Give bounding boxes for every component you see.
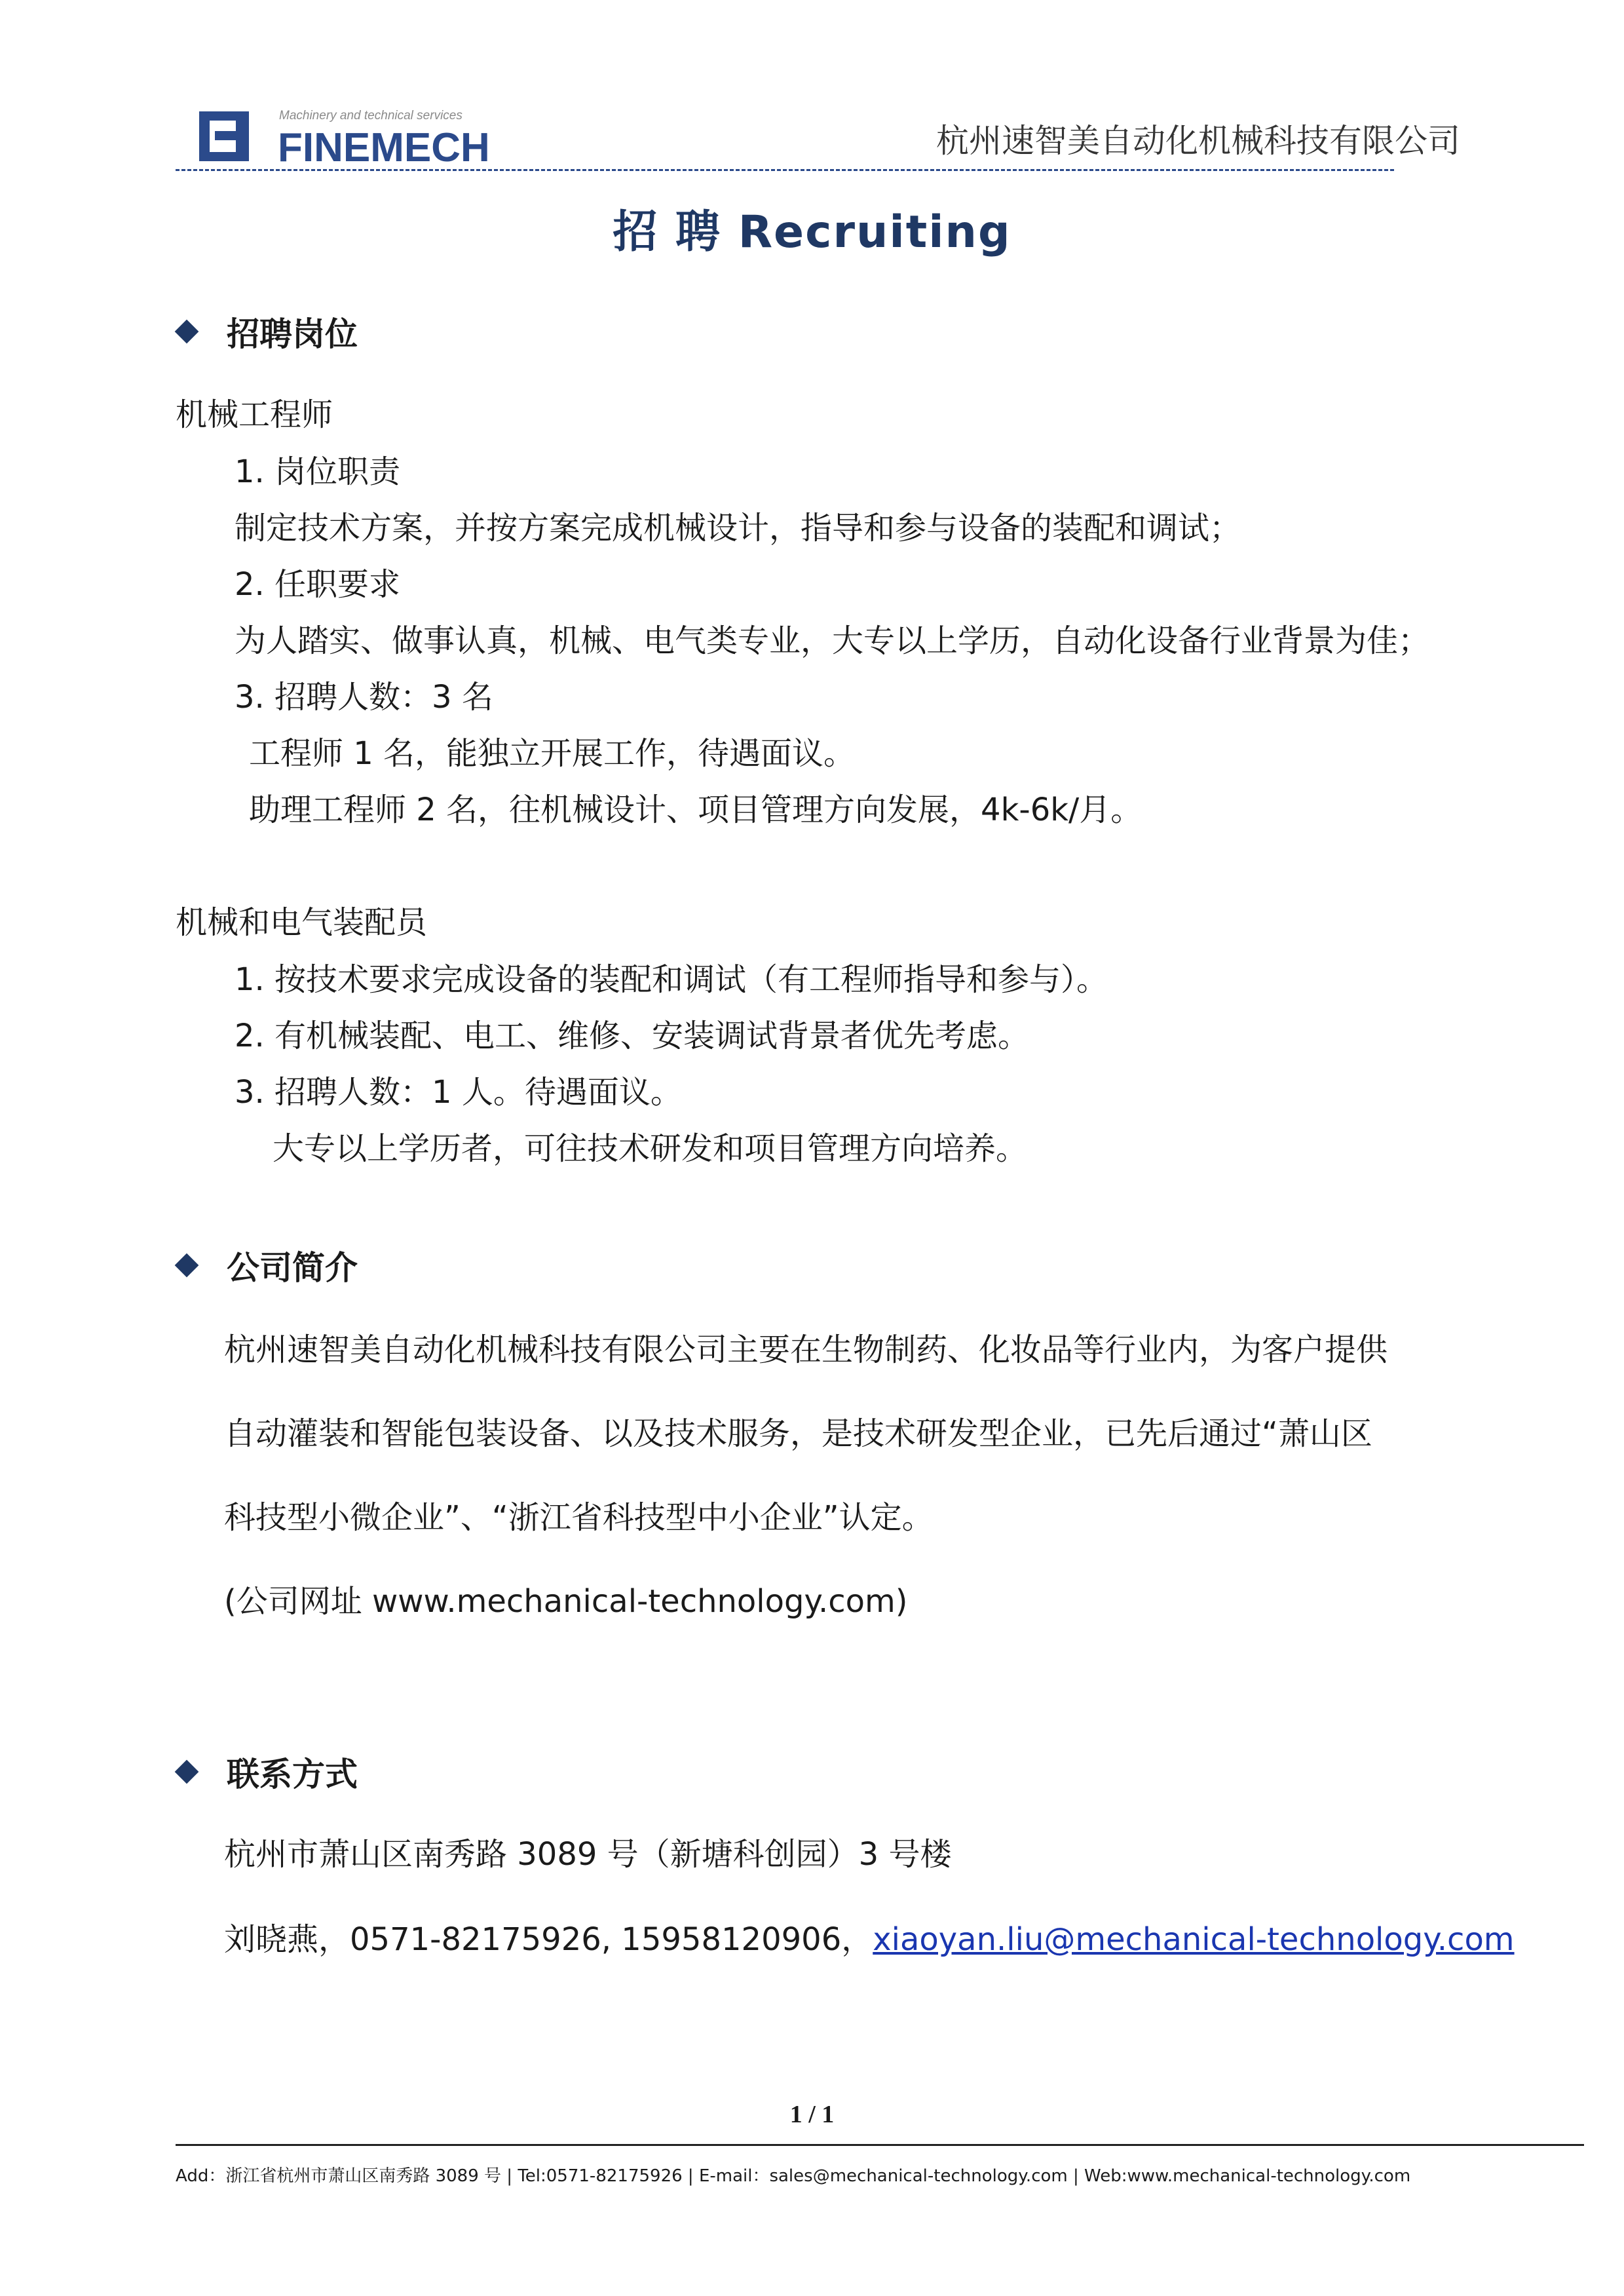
section-contact xyxy=(178,1748,358,1795)
job2-line: 大专以上学历者，可往技术研发和项目管理方向培养。 xyxy=(273,1130,1028,1167)
footer-info: Add：浙江省杭州市萧山区南秀路 3089 号 | Tel:0571-82175926 | E-mail：sales@mechanical-technology.com | Web:www.mechanical-technology.com xyxy=(176,2166,1411,2186)
footer-divider xyxy=(176,2144,1584,2146)
job1-line: 制定技术方案，并按方案完成机械设计，指导和参与设备的装配和调试； xyxy=(235,510,1241,546)
contact-email-link[interactable]: xiaoyan.liu@mechanical-technology.com xyxy=(873,1921,1515,1958)
section-about xyxy=(178,1242,358,1289)
job2-title: 机械和电气装配员 xyxy=(176,904,428,941)
company-name: 杭州速智美自动化机械科技有限公司 xyxy=(936,122,1460,160)
page-title: 招 聘 Recruiting xyxy=(613,206,1011,258)
section-contact-heading: 联系方式 xyxy=(227,1755,358,1793)
about-paragraph-line: 杭州速智美自动化机械科技有限公司主要在生物制药、化妆品等行业内，为客户提供 xyxy=(224,1331,1388,1368)
job1-line: 工程师 1 名，能独立开展工作，待遇面议。 xyxy=(249,735,856,772)
job1-title: 机械工程师 xyxy=(176,396,333,433)
job1-line: 2. 任职要求 xyxy=(235,566,401,603)
page-number: 1 / 1 xyxy=(789,2101,835,2128)
job1-line: 1. 岗位职责 xyxy=(235,453,401,490)
section-positions-heading: 招聘岗位 xyxy=(227,315,358,353)
section-about-heading: 公司简介 xyxy=(227,1249,358,1287)
contact-person xyxy=(224,1920,1515,1959)
diamond-bullet-icon xyxy=(175,1253,199,1278)
about-paragraph-line: 科技型小微企业”、“浙江省科技型中小企业”认定。 xyxy=(224,1499,934,1536)
about-website: (公司网址 www.mechanical-technology.com) xyxy=(224,1583,908,1620)
logo-wordmark: FINEMECH xyxy=(278,125,490,165)
header-divider xyxy=(176,169,1394,171)
job2-line: 2. 有机械装配、电工、维修、安装调试背景者优先考虑。 xyxy=(235,1018,1030,1054)
about-paragraph-line: 自动灌装和智能包装设备、以及技术服务，是技术研发型企业，已先后通过“萧山区 xyxy=(224,1415,1372,1452)
diamond-bullet-icon xyxy=(175,320,199,344)
job1-line: 3. 招聘人数：3 名 xyxy=(235,679,493,716)
finemech-logo xyxy=(197,105,504,165)
logo-tagline: Machinery and technical services xyxy=(279,109,463,123)
job2-line: 1. 按技术要求完成设备的装配和调试（有工程师指导和参与）。 xyxy=(235,961,1108,998)
job1-line: 为人踏实、做事认真，机械、电气类专业，大专以上学历，自动化设备行业背景为佳； xyxy=(235,622,1430,659)
diamond-bullet-icon xyxy=(175,1760,199,1784)
contact-address: 杭州市萧山区南秀路 3089 号（新塘科创园）3 号楼 xyxy=(224,1836,952,1873)
contact-person-phone: 刘晓燕，0571-82175926, 15958120906， xyxy=(224,1921,873,1958)
section-positions xyxy=(178,308,358,355)
job1-line: 助理工程师 2 名，往机械设计、项目管理方向发展，4k-6k/月。 xyxy=(249,792,1142,828)
job2-line: 3. 招聘人数：1 人。待遇面议。 xyxy=(235,1074,682,1111)
